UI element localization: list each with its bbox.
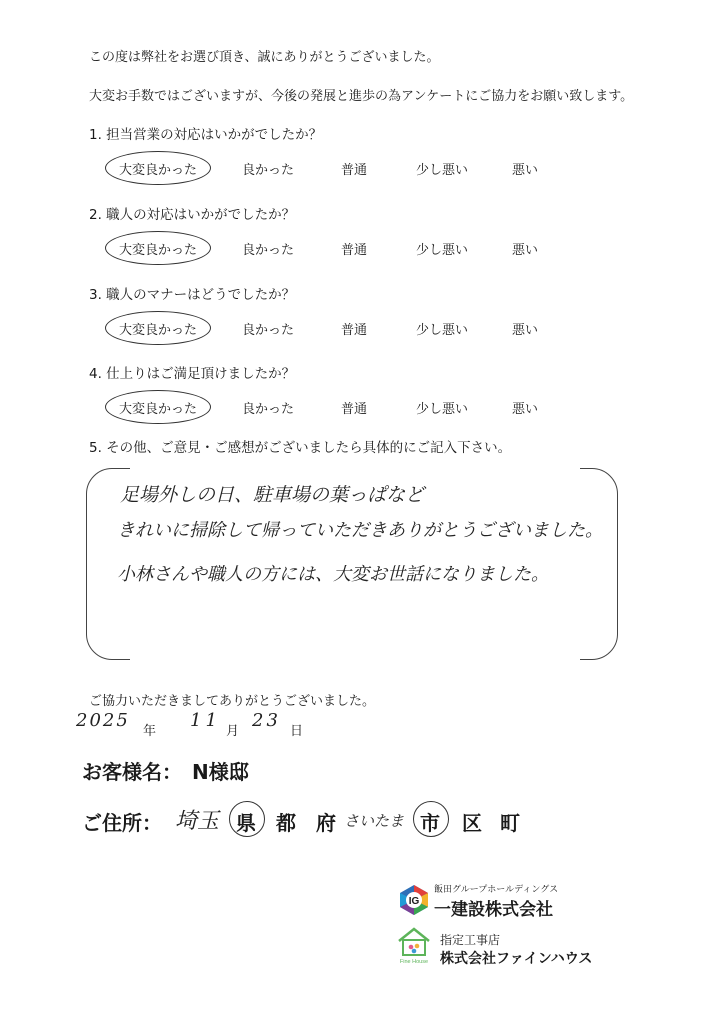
ig-logo-text: IG: [408, 896, 420, 907]
address-ken: 県: [236, 811, 256, 835]
address-label: ご住所：: [82, 811, 162, 835]
question-1-option-slightly-bad: 少し悪い: [416, 163, 469, 178]
question-4-option-good: 良かった: [242, 402, 295, 417]
question-3-option-good: 良かった: [242, 323, 295, 338]
question-3-option-normal: 普通: [341, 323, 368, 338]
address-city: さいたま: [344, 812, 405, 830]
question-3-text: 3. 職人のマナーはどうでしたか？: [89, 287, 296, 303]
closing-text: ご協力いただきましてありがとうございました。: [89, 694, 376, 709]
question-2-option-slightly-bad: 少し悪い: [416, 243, 469, 258]
comment-line-2: きれいに掃除して帰っていただきありがとうございました。: [117, 520, 603, 541]
ken-circle: [229, 801, 265, 837]
customer-label: お客様名：: [82, 760, 182, 784]
address-fu: 府: [316, 811, 336, 835]
date-month-label: 月: [226, 724, 240, 739]
question-2-option-bad: 悪い: [512, 243, 539, 258]
address-prefecture: 埼玉: [175, 809, 220, 834]
question-3-option-bad: 悪い: [512, 323, 539, 338]
group-name: 飯田グループホールディングス: [434, 885, 559, 895]
question-4-option-very-good: 大変良かった: [119, 402, 198, 417]
customer-name: N様邸: [192, 760, 249, 784]
question-2-text: 2. 職人の対応はいかがでしたか？: [89, 207, 296, 223]
date-month: 11: [190, 710, 221, 731]
question-1-option-normal: 普通: [341, 163, 368, 178]
date-year: 2025: [76, 710, 130, 731]
question-4-option-normal: 普通: [341, 402, 368, 417]
address-ku: 区: [462, 811, 482, 835]
date-day-label: 日: [290, 724, 304, 739]
question-2-option-very-good: 大変良かった: [119, 243, 198, 258]
question-2-option-normal: 普通: [341, 243, 368, 258]
comment-line-3: 小林さんや職人の方には、大変お世話になりました。: [117, 564, 549, 585]
question-3-option-slightly-bad: 少し悪い: [416, 323, 469, 338]
store-name: 株式会社ファインハウス: [440, 951, 593, 967]
address-shi: 市: [420, 811, 440, 835]
ig-logo: [398, 884, 430, 916]
question-1-option-good: 良かった: [242, 163, 295, 178]
fine-house-logo-text: Fine House: [399, 959, 429, 965]
date-year-label: 年: [143, 724, 157, 739]
question-2-selection-circle: [105, 231, 211, 265]
store-label: 指定工事店: [440, 933, 501, 947]
question-4-text: 4. 仕上りはご満足頂けましたか？: [89, 366, 296, 382]
date-day: 23: [252, 710, 281, 731]
question-2-option-good: 良かった: [242, 243, 295, 258]
address-cho: 町: [500, 811, 520, 835]
address-to: 都: [276, 811, 296, 835]
question-4-selection-circle: [105, 390, 211, 424]
question-3-option-very-good: 大変良かった: [119, 323, 198, 338]
question-1-text: 1. 担当営業の対応はいかがでしたか？: [89, 127, 323, 143]
fine-house-logo: [396, 925, 432, 965]
question-1-option-bad: 悪い: [512, 163, 539, 178]
question-4-option-bad: 悪い: [512, 402, 539, 417]
question-1-option-very-good: 大変良かった: [119, 163, 198, 178]
question-4-option-slightly-bad: 少し悪い: [416, 402, 469, 417]
company-name: 一建設株式会社: [434, 900, 553, 920]
intro-line-1: この度は弊社をお選び頂き、誠にありがとうございました。: [89, 50, 440, 65]
shi-circle: [413, 801, 449, 837]
intro-line-2: 大変お手数ではございますが、今後の発展と進歩の為アンケートにご協力をお願い致します。: [89, 89, 634, 104]
question-5-text: 5. その他、ご意見・ご感想がございましたら具体的にご記入下さい。: [89, 440, 512, 456]
question-1-selection-circle: [105, 151, 211, 185]
comment-line-1: 足場外しの日、駐車場の葉っぱなど: [120, 484, 425, 506]
question-3-selection-circle: [105, 311, 211, 345]
